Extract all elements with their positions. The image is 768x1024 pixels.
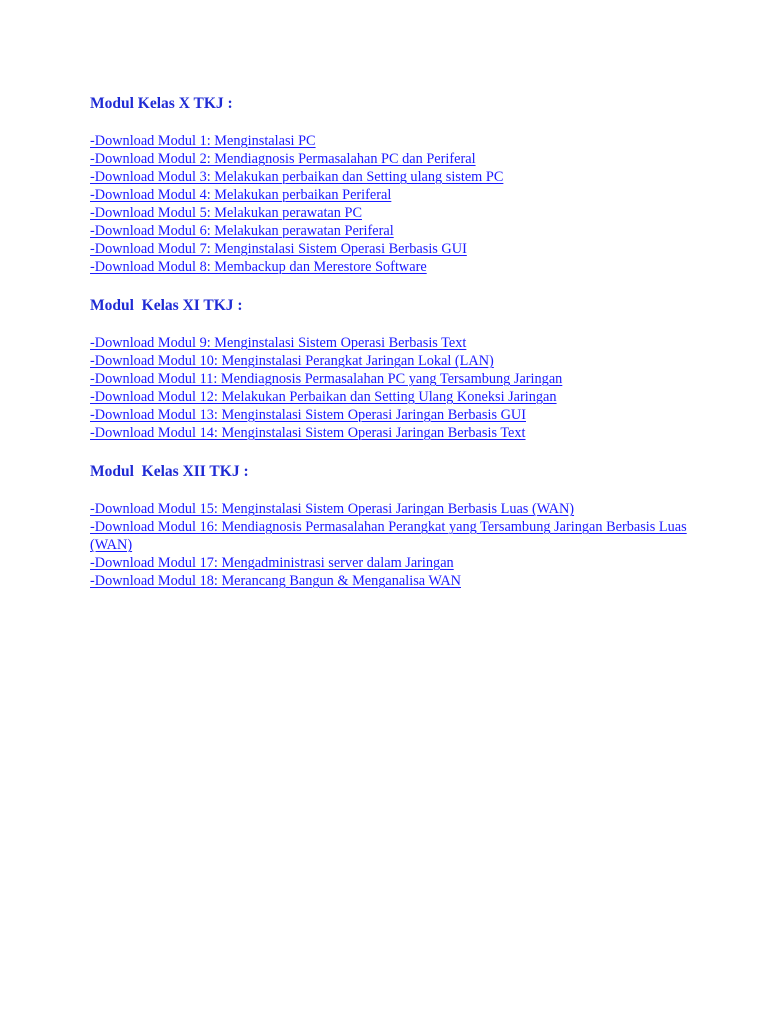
download-link-modul-3[interactable]: -Download Modul 3: Melakukan perbaikan dan Setting ulang sistem PC xyxy=(90,169,504,185)
module-link-list-kelas-xii xyxy=(90,500,690,590)
list-item xyxy=(90,186,690,204)
list-item xyxy=(90,352,690,370)
list-item xyxy=(90,132,690,150)
list-item xyxy=(90,424,690,442)
list-item xyxy=(90,204,690,222)
download-link-modul-5[interactable]: -Download Modul 5: Melakukan perawatan PC xyxy=(90,205,362,221)
section-heading-kelas-xi: Modul Kelas XI TKJ : xyxy=(90,297,243,314)
list-item xyxy=(90,572,690,590)
download-link-modul-15[interactable]: -Download Modul 15: Menginstalasi Sistem Operasi Jaringan Berbasis Luas (WAN) xyxy=(90,501,575,517)
download-link-modul-6[interactable]: -Download Modul 6: Melakukan perawatan Periferal xyxy=(90,223,394,239)
list-item xyxy=(90,500,690,518)
section-heading-kelas-xii: Modul Kelas XII TKJ : xyxy=(90,463,249,480)
download-link-modul-8[interactable]: -Download Modul 8: Membackup dan Merestore Software xyxy=(90,259,427,275)
section-heading-kelas-x: Modul Kelas X TKJ : xyxy=(90,95,233,112)
download-link-modul-13[interactable]: -Download Modul 13: Menginstalasi Sistem Operasi Jaringan Berbasis GUI xyxy=(90,407,526,423)
section-kelas-xii xyxy=(90,462,690,590)
section-kelas-x xyxy=(90,94,690,276)
list-item xyxy=(90,388,690,406)
download-link-modul-14[interactable]: -Download Modul 14: Menginstalasi Sistem Operasi Jaringan Berbasis Text xyxy=(90,425,526,441)
download-link-modul-4[interactable]: -Download Modul 4: Melakukan perbaikan Periferal xyxy=(90,187,392,203)
download-link-modul-2[interactable]: -Download Modul 2: Mendiagnosis Permasalahan PC dan Periferal xyxy=(90,151,476,167)
list-item xyxy=(90,150,690,168)
download-link-modul-10[interactable]: -Download Modul 10: Menginstalasi Perangkat Jaringan Lokal (LAN) xyxy=(90,353,494,369)
download-link-modul-7[interactable]: -Download Modul 7: Menginstalasi Sistem Operasi Berbasis GUI xyxy=(90,241,467,257)
download-link-modul-11[interactable]: -Download Modul 11: Mendiagnosis Permasalahan PC yang Tersambung Jaringan xyxy=(90,371,563,387)
download-link-modul-16[interactable]: -Download Modul 16: Mendiagnosis Permasalahan Perangkat yang Tersambung Jaringan Berbasis Luas (WAN) xyxy=(90,519,687,553)
download-link-modul-18[interactable]: -Download Modul 18: Merancang Bangun & Menganalisa WAN xyxy=(90,573,461,589)
list-item xyxy=(90,258,690,276)
list-item xyxy=(90,334,690,352)
list-item xyxy=(90,370,690,388)
list-item xyxy=(90,518,690,554)
list-item xyxy=(90,222,690,240)
module-link-list-kelas-x xyxy=(90,132,690,276)
list-item xyxy=(90,168,690,186)
download-link-modul-1[interactable]: -Download Modul 1: Menginstalasi PC xyxy=(90,133,316,149)
document-page xyxy=(90,94,690,610)
module-link-list-kelas-xi xyxy=(90,334,690,442)
list-item xyxy=(90,240,690,258)
section-kelas-xi xyxy=(90,296,690,442)
download-link-modul-17[interactable]: -Download Modul 17: Mengadministrasi server dalam Jaringan xyxy=(90,555,454,571)
list-item xyxy=(90,554,690,572)
list-item xyxy=(90,406,690,424)
download-link-modul-12[interactable]: -Download Modul 12: Melakukan Perbaikan dan Setting Ulang Koneksi Jaringan xyxy=(90,389,557,405)
download-link-modul-9[interactable]: -Download Modul 9: Menginstalasi Sistem Operasi Berbasis Text xyxy=(90,335,467,351)
